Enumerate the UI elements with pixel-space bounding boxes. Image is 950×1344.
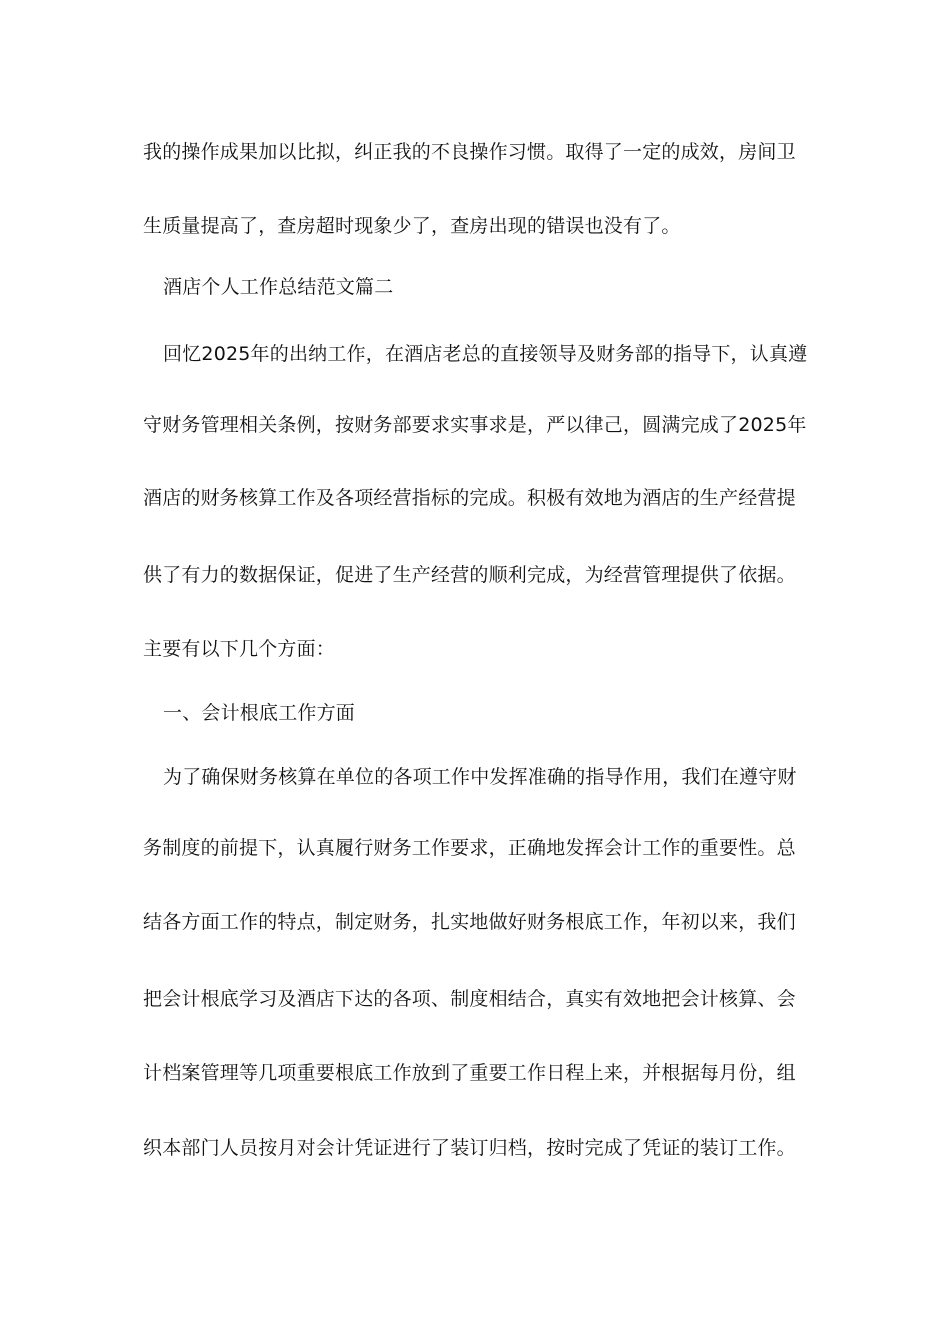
paragraph-line: 我的操作成果加以比拟，纠正我的不良操作习惯。取得了一定的成效，房间卫 bbox=[143, 141, 796, 163]
paragraph-line: 守财务管理相关条例，按财务部要求实事求是，严以律己，圆满完成了2025年 bbox=[143, 414, 807, 436]
paragraph-line: 生质量提高了，查房超时现象少了，查房出现的错误也没有了。 bbox=[143, 215, 681, 237]
paragraph-line: 计档案管理等几项重要根底工作放到了重要工作日程上来，并根据每月份，组 bbox=[143, 1062, 796, 1084]
paragraph-line: 务制度的前提下，认真履行财务工作要求，正确地发挥会计工作的重要性。总 bbox=[143, 837, 796, 859]
paragraph-line: 回忆2025年的出纳工作，在酒店老总的直接领导及财务部的指导下，认真遵 bbox=[163, 343, 808, 365]
paragraph-line: 结各方面工作的特点，制定财务，扎实地做好财务根底工作，年初以来，我们 bbox=[143, 911, 796, 933]
subsection-heading: 一、会计根底工作方面 bbox=[163, 702, 356, 724]
paragraph-line: 主要有以下几个方面： bbox=[143, 638, 336, 660]
section-heading: 酒店个人工作总结范文篇二 bbox=[163, 276, 394, 298]
paragraph-line: 织本部门人员按月对会计凭证进行了装订归档，按时完成了凭证的装订工作。 bbox=[143, 1137, 796, 1159]
paragraph-line: 为了确保财务核算在单位的各项工作中发挥准确的指导作用，我们在遵守财 bbox=[163, 766, 797, 788]
paragraph-line: 把会计根底学习及酒店下达的各项、制度相结合，真实有效地把会计核算、会 bbox=[143, 988, 796, 1010]
paragraph-line: 供了有力的数据保证，促进了生产经营的顺利完成，为经营管理提供了依据。 bbox=[143, 564, 796, 586]
paragraph-line: 酒店的财务核算工作及各项经营指标的完成。积极有效地为酒店的生产经营提 bbox=[143, 487, 796, 509]
